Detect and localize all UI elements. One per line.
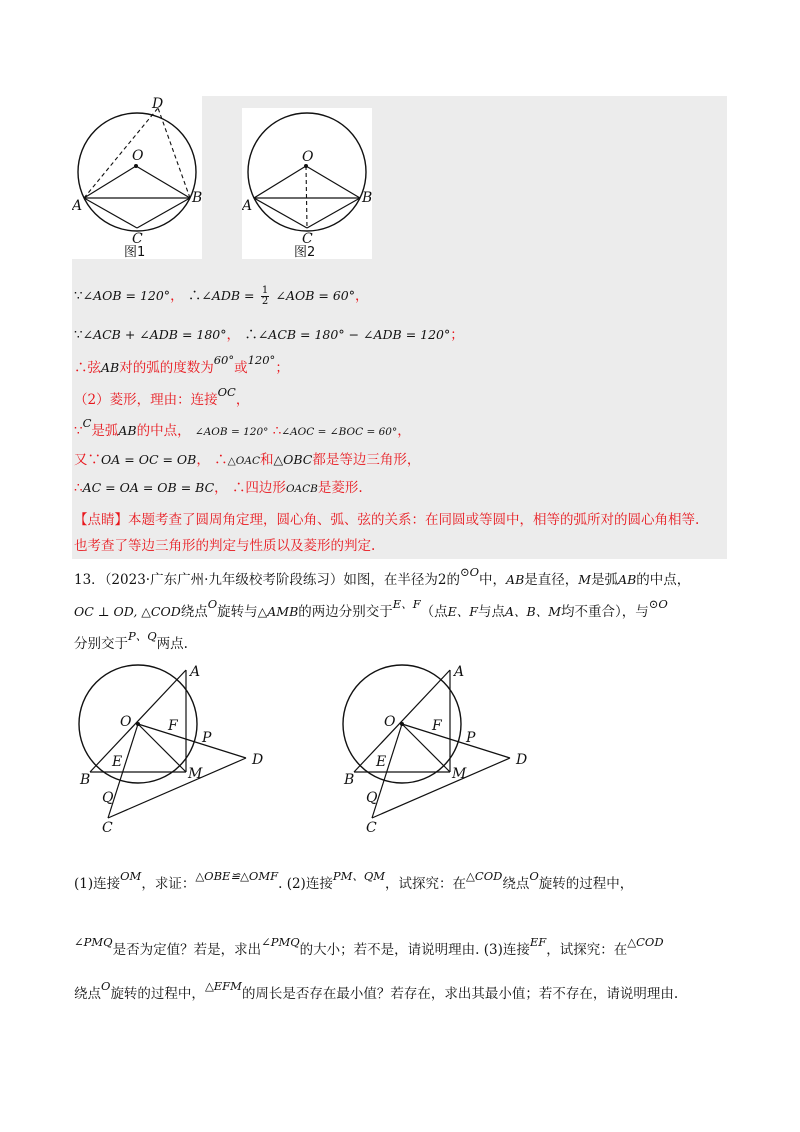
- solution-line-3: ∴弦AB对的弧的度数为60°或120°；: [74, 353, 289, 376]
- label-c: C: [302, 231, 313, 247]
- label-f: F: [168, 718, 178, 734]
- label-q: Q: [102, 790, 114, 806]
- label-a: A: [454, 664, 465, 680]
- label-f: F: [432, 718, 442, 734]
- label-e: E: [376, 754, 387, 770]
- solution-line-1: ∵∠AOB = 120°， ∴∠ADB = $\frac{1}{2}$ ∠AOB = 60°，: [74, 285, 369, 307]
- label-o: O: [120, 714, 132, 730]
- label-a: A: [72, 198, 83, 214]
- figure-2-caption: 图2: [294, 245, 316, 259]
- label-o: O: [384, 714, 396, 730]
- label-m: M: [452, 766, 467, 782]
- subquestion-line-2: ∠PMQ是否为定值？若是，求出∠PMQ的大小；若不是，请说明理由. (3)连接EF，试探究：在△COD: [74, 935, 664, 958]
- question-line-3: 分别交于P、Q两点.: [74, 629, 188, 652]
- label-p: P: [466, 730, 476, 746]
- label-c: C: [366, 820, 377, 836]
- question-line-2: OC ⊥ OD, △COD绕点O旋转与△AMB的两边分别交于E、F（点E、F与点A、B、M均不重合），与⊙O: [74, 597, 668, 620]
- label-q: Q: [366, 790, 378, 806]
- label-b: B: [192, 190, 202, 206]
- solution-line-7: ∴AC = OA = OB = BC， ∴四边形OACB是菱形.: [74, 480, 363, 496]
- label-d: D: [152, 96, 164, 112]
- question-figure-right: [336, 660, 536, 838]
- label-a: A: [242, 198, 253, 214]
- solution-line-2: ∵∠ACB + ∠ADB = 180°， ∴∠ACB = 180° − ∠ADB = 120°；: [74, 327, 464, 343]
- label-o: O: [302, 149, 314, 165]
- figure-1: [72, 96, 202, 259]
- solution-line-4: （2）菱形，理由：连接OC，: [74, 385, 250, 408]
- label-a: A: [190, 664, 201, 680]
- solution-tip: 【点睛】本题考查了圆周角定理，圆心角、弧、弦的关系：在同圆或等圆中，相等的弧所对的圆心角相等.: [74, 512, 700, 528]
- label-p: P: [202, 730, 212, 746]
- label-c: C: [102, 820, 113, 836]
- solution-line-5: ∵C是弧AB的中点， ∠AOB = 120° ∴∠AOC = ∠BOC = 60°，: [74, 416, 411, 439]
- label-b: B: [80, 772, 91, 788]
- label-d: D: [516, 752, 528, 768]
- label-e: E: [112, 754, 123, 770]
- label-d: D: [252, 752, 264, 768]
- solution-line-6: 又∵OA = OC = OB， ∴△OAC和△OBC都是等边三角形，: [74, 452, 421, 468]
- label-c: C: [132, 231, 143, 247]
- solution-tip-2: 也考查了等边三角形的判定与性质以及菱形的判定.: [74, 538, 376, 554]
- figure-1-caption: 图1: [124, 245, 146, 259]
- question-figure-left: [72, 660, 272, 838]
- label-o: O: [132, 148, 144, 164]
- figure-2: [242, 108, 372, 259]
- fraction-half: $\frac{1}{2}$: [261, 285, 269, 307]
- label-b: B: [362, 190, 372, 206]
- question-line-1: 13．（2023·广东广州·九年级校考阶段练习）如图，在半径为2的⊙O中，AB是直径，M是弧AB的中点，: [74, 565, 691, 588]
- subquestion-line-1: (1)连接OM，求证：△OBE≌△OMF. (2)连接PM、QM，试探究：在△COD绕点O旋转的过程中，: [74, 869, 634, 892]
- subquestion-line-3: 绕点O旋转的过程中，△EFM的周长是否存在最小值？若存在，求出其最小值；若不存在，请说明理由.: [74, 979, 679, 1002]
- label-m: M: [188, 766, 203, 782]
- label-b: B: [344, 772, 355, 788]
